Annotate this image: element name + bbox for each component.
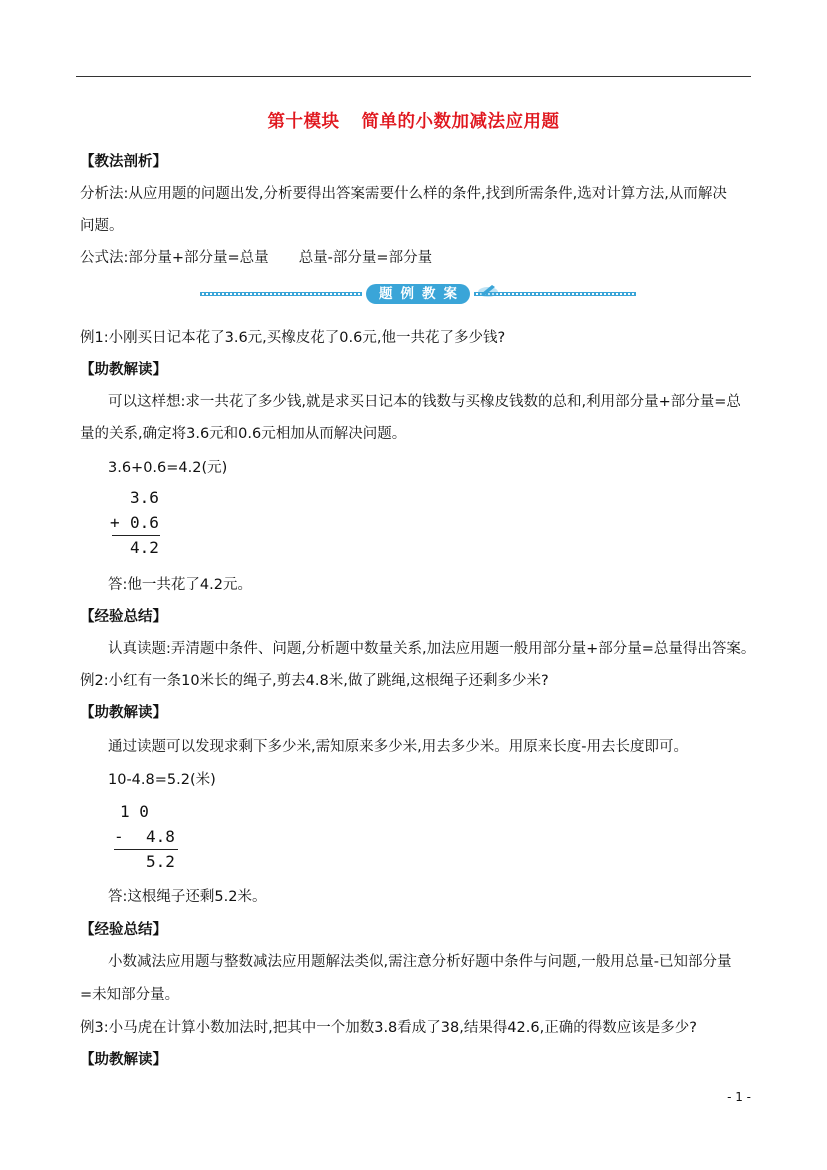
- example2-explain: 通过读题可以发现求剩下多少米,需知原来多少米,用去多少米。用原来长度-用去长度即可。: [108, 739, 688, 755]
- header-rule: [76, 76, 751, 77]
- formula-line: [80, 246, 432, 267]
- calc1-result: 4.2: [130, 538, 159, 557]
- example2-summary-heading: 【经验总结】: [80, 922, 167, 938]
- banner-right-rule: [474, 292, 636, 296]
- formula-subtraction: 总量-部分量=部分量: [298, 250, 433, 266]
- analysis-text-2: 问题。: [80, 218, 124, 234]
- formula-addition: 公式法:部分量+部分量=总量: [80, 250, 269, 266]
- example1-explain-2: 量的关系,确定将3.6元和0.6元相加从而解决问题。: [80, 426, 407, 442]
- calc2-line: [114, 849, 178, 850]
- method-heading: 【教法剖析】: [80, 154, 167, 170]
- banner-left-rule: [200, 292, 362, 296]
- calc2-operator: -: [114, 827, 124, 846]
- calc1-row1: 3.6: [130, 488, 159, 507]
- calc2-row1: 1 0: [120, 802, 149, 821]
- calc2-result: 5.2: [146, 852, 175, 871]
- analysis-text-1: 分析法:从应用题的问题出发,分析要得出答案需要什么样的条件,找到所需条件,选对计算方法,从而解决: [80, 186, 727, 202]
- example3-question: 例3:小马虎在计算小数加法时,把其中一个加数3.8看成了38,结果得42.6,正确的得数应该是多少?: [80, 1020, 697, 1036]
- example1-question: 例1:小刚买日记本花了3.6元,买橡皮花了0.6元,他一共花了多少钱?: [80, 330, 506, 346]
- example2-heading: 【助教解读】: [80, 705, 167, 721]
- page-number: - 1 -: [727, 1090, 751, 1104]
- example2-question: 例2:小红有一条10米长的绳子,剪去4.8米,做了跳绳,这根绳子还剩多少米?: [80, 673, 549, 689]
- calc1-line: [112, 535, 160, 536]
- example1-heading: 【助教解读】: [80, 362, 167, 378]
- example2-equation: 10-4.8=5.2(米): [108, 772, 216, 788]
- calc2-row2: 4.8: [146, 827, 175, 846]
- banner-label: 题例教案: [366, 284, 470, 304]
- example-banner: [200, 284, 636, 304]
- example1-equation: 3.6+0.6=4.2(元): [108, 460, 228, 476]
- module-topic: 简单的小数加减法应用题: [361, 112, 560, 132]
- example1-summary-heading: 【经验总结】: [80, 609, 167, 625]
- calc1-operator: +: [110, 513, 120, 532]
- example1-answer: 答:他一共花了4.2元。: [108, 577, 252, 593]
- example1-explain-1: 可以这样想:求一共花了多少钱,就是求买日记本的钱数与买橡皮钱数的总和,利用部分量+部分量=总: [108, 394, 741, 410]
- example3-heading: 【助教解读】: [80, 1052, 167, 1068]
- page-title: [0, 108, 827, 133]
- example1-summary: 认真读题:弄清题中条件、问题,分析题中数量关系,加法应用题一般用部分量+部分量=总量得出答案。: [108, 641, 756, 657]
- calc1-row2: 0.6: [130, 513, 159, 532]
- module-number: 第十模块: [267, 112, 340, 132]
- example2-summary-1: 小数减法应用题与整数减法应用题解法类似,需注意分析好题中条件与问题,一般用总量-已知部分量: [108, 954, 732, 970]
- example2-summary-2: =未知部分量。: [80, 987, 180, 1003]
- example2-answer: 答:这根绳子还剩5.2米。: [108, 889, 267, 905]
